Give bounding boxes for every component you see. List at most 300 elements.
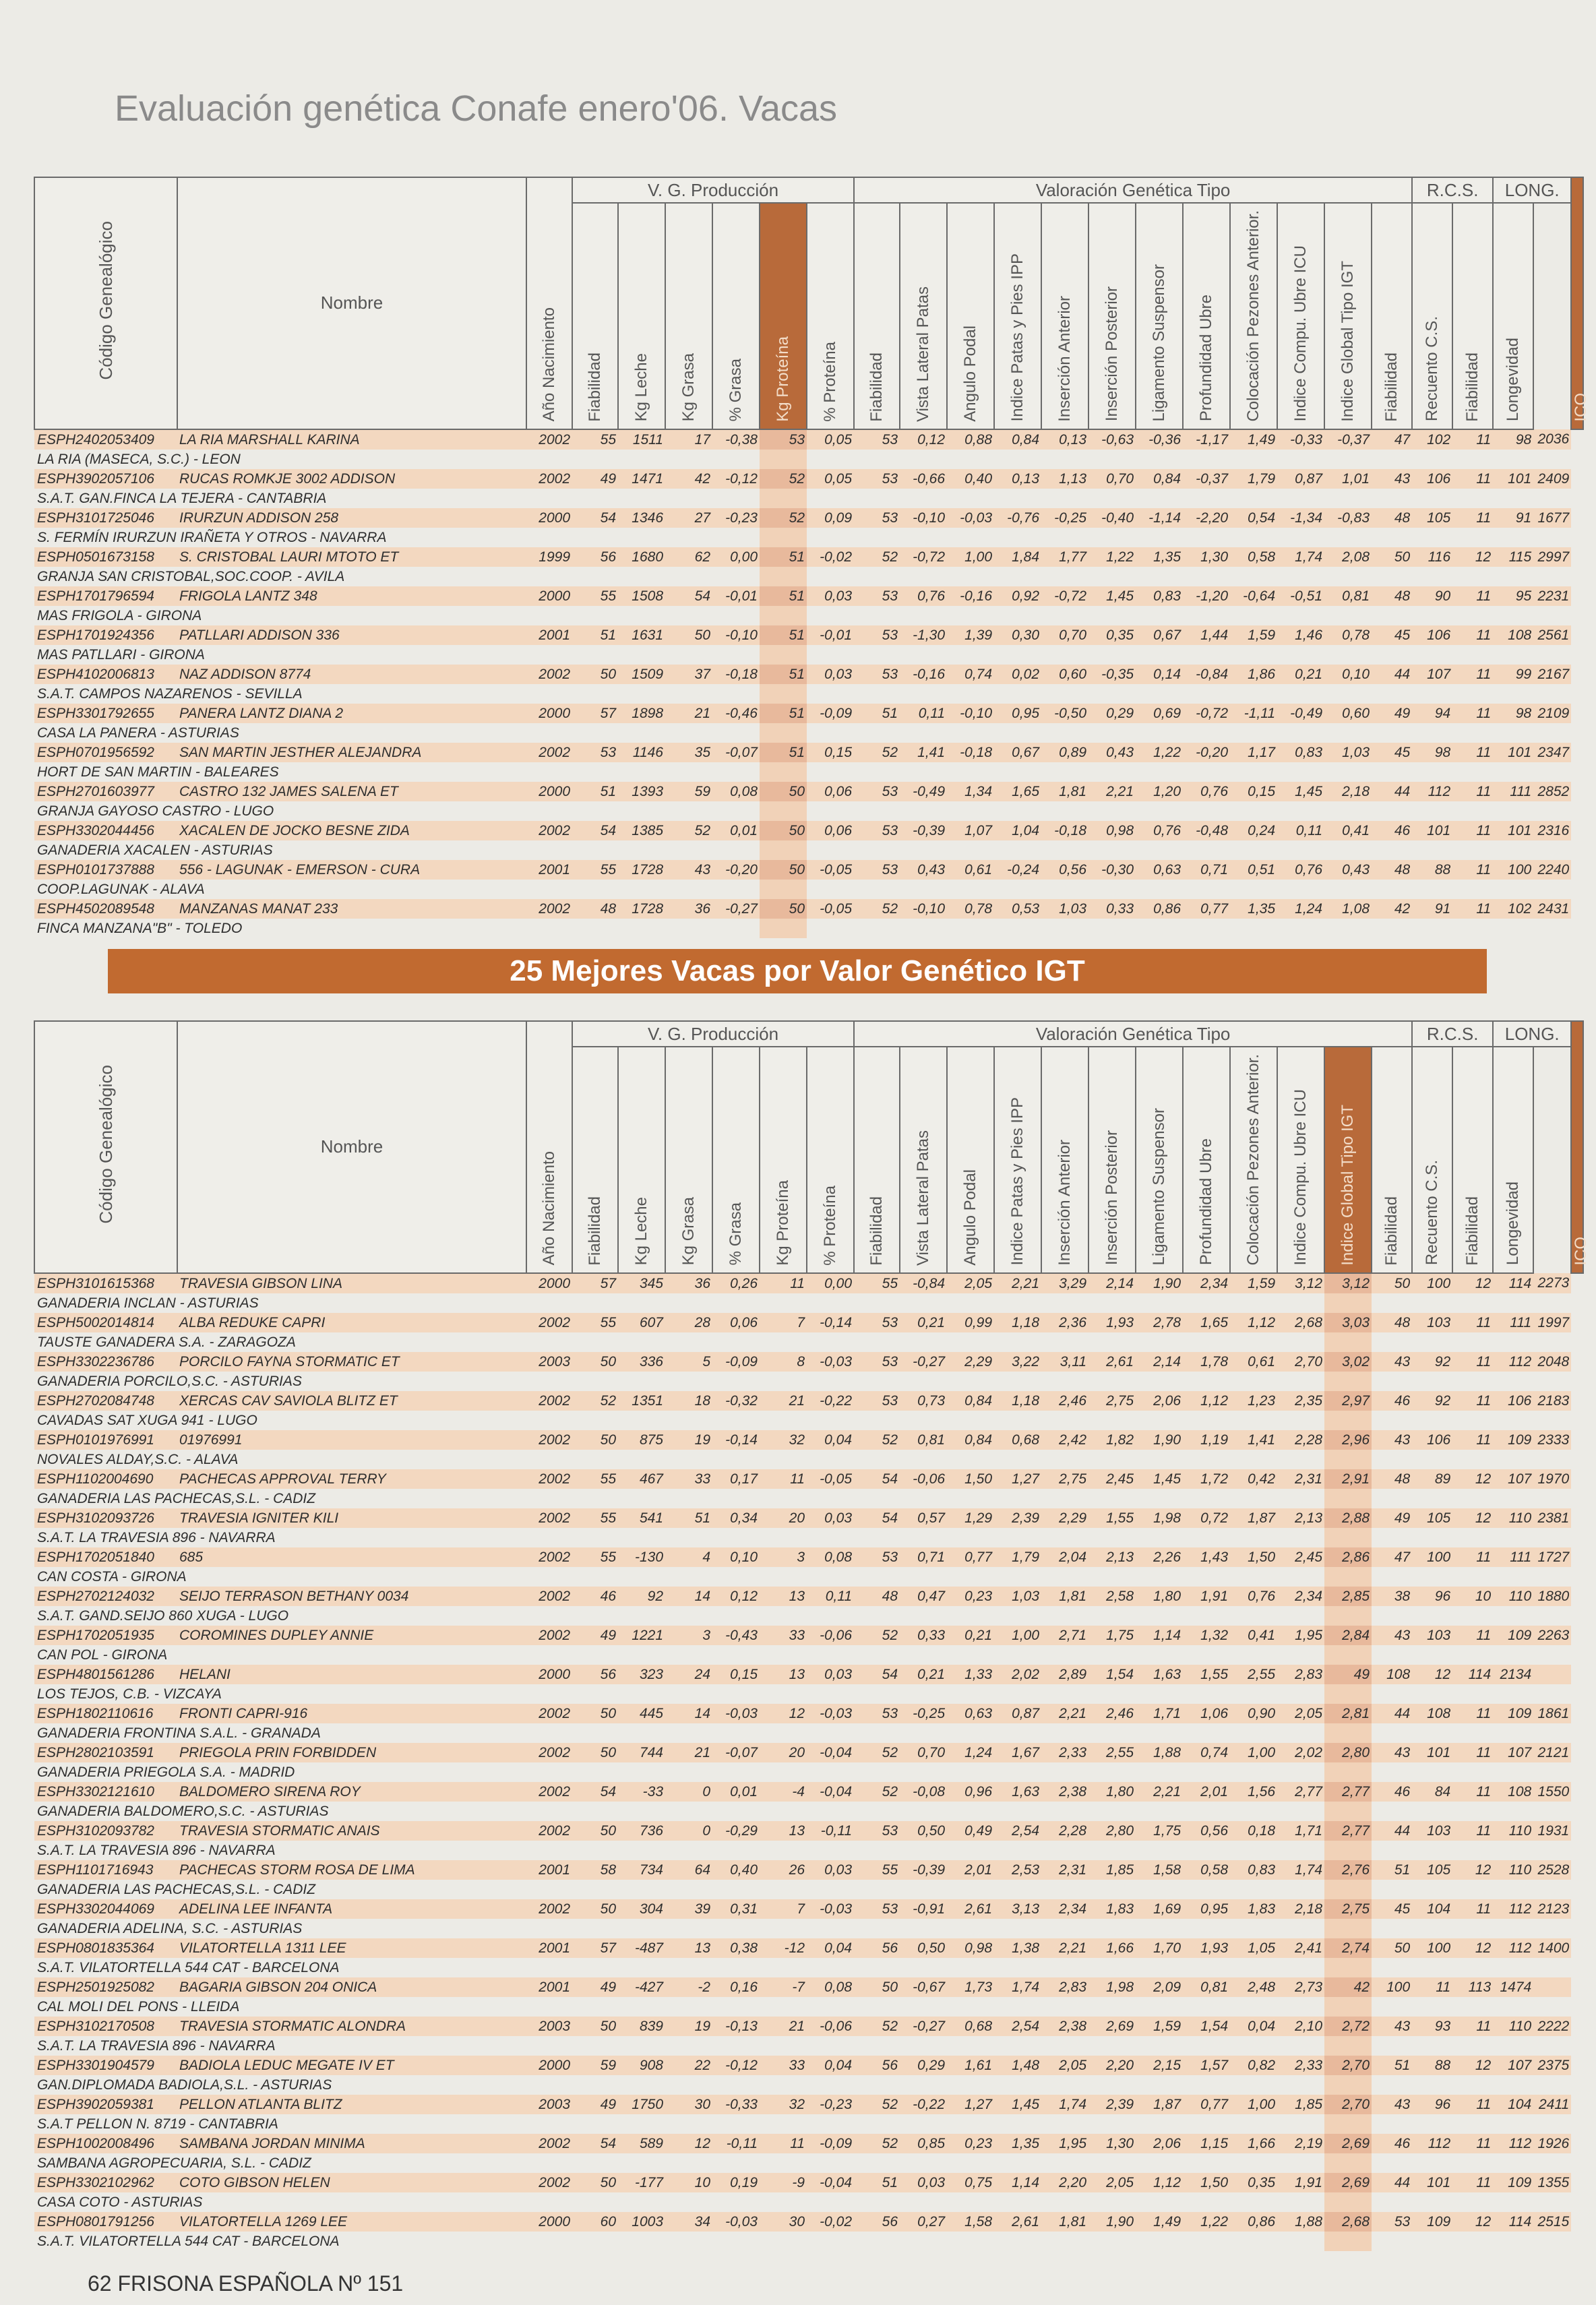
- cell-value: 46: [1372, 1782, 1412, 1802]
- cell-value: 24: [665, 1665, 712, 1684]
- filler-cell: [1324, 450, 1372, 469]
- cell-value: 0,35: [1230, 2173, 1277, 2192]
- cell-value: 0,23: [947, 1587, 994, 1606]
- cell-value: 0,12: [900, 429, 947, 450]
- cell-value: 0,41: [1324, 821, 1372, 840]
- cell-value: 111: [1493, 1313, 1533, 1332]
- filler-cell: [572, 723, 618, 743]
- cell-value: 51: [665, 1508, 712, 1528]
- filler-cell: [1493, 1841, 1533, 1860]
- filler-cell: [947, 1606, 994, 1626]
- filler-cell: [1324, 1489, 1372, 1508]
- cell-value: 2121: [1533, 1743, 1571, 1762]
- cell-value: 2002: [526, 665, 572, 684]
- owner-name: GANADERIA PRIEGOLA S.A. - MADRID: [34, 1762, 526, 1782]
- owner-name: MAS PATLLARI - GIRONA: [34, 645, 526, 665]
- filler-cell: [1183, 1841, 1230, 1860]
- cell-value: 1,63: [994, 1782, 1041, 1802]
- cell-value: 101: [1493, 743, 1533, 762]
- filler-cell: [1324, 1802, 1372, 1821]
- cow-name: PACHECAS APPROVAL TERRY: [177, 1469, 526, 1489]
- filler-cell: [1372, 1450, 1412, 1469]
- filler-cell: [572, 1332, 618, 1352]
- filler-cell: [1412, 1293, 1452, 1313]
- filler-cell: [618, 1567, 665, 1587]
- cell-value: 92: [1412, 1391, 1452, 1411]
- cell-value: 0,60: [1324, 704, 1372, 723]
- cell-value: 2347: [1533, 743, 1571, 762]
- cell-value: 2,61: [1088, 1352, 1136, 1372]
- cell-value: 110: [1493, 1587, 1533, 1606]
- owner-row: [34, 450, 1583, 469]
- filler-cell: [807, 606, 854, 625]
- filler-cell: [1372, 723, 1412, 743]
- filler-cell: [1136, 1802, 1183, 1821]
- filler-cell: [1493, 645, 1533, 665]
- filler-cell: [1452, 2075, 1493, 2095]
- cell-value: 0,67: [994, 743, 1041, 762]
- cell-value: 1,49: [1230, 429, 1277, 450]
- filler-cell: [1183, 1293, 1230, 1313]
- cell-value: -0,06: [807, 1626, 854, 1645]
- cell-value: 0,81: [1324, 586, 1372, 606]
- filler-cell: [1452, 2232, 1493, 2251]
- filler-cell: [526, 489, 572, 508]
- cell-value: 56: [854, 1938, 900, 1958]
- group-header-produccion: V. G. Producción: [572, 1021, 854, 1047]
- table-row: [34, 1743, 1583, 1762]
- filler-cell: [526, 1684, 572, 1704]
- filler-cell: [1412, 1802, 1452, 1821]
- cell-value: 0,08: [807, 1977, 854, 1997]
- cell-value: 0,68: [947, 2017, 994, 2036]
- cell-value: 0,21: [1277, 665, 1324, 684]
- cell-value: 50: [572, 1430, 618, 1450]
- filler-cell: [572, 1645, 618, 1665]
- filler-cell: [947, 1958, 994, 1977]
- filler-cell: [665, 2036, 712, 2056]
- filler-cell: [1136, 762, 1183, 782]
- filler-cell: [1412, 1684, 1452, 1704]
- cell-value: 1,18: [994, 1313, 1041, 1332]
- cell-value: -0,03: [712, 1704, 760, 1723]
- cell-value: 1,59: [1230, 1273, 1277, 1293]
- filler-cell: [994, 1606, 1041, 1626]
- cell-value: 1,81: [1041, 782, 1088, 801]
- cell-value: 541: [618, 1508, 665, 1528]
- cell-value: 1,80: [1088, 1782, 1136, 1802]
- cell-value: 96: [1412, 1587, 1452, 1606]
- cell-value: 11: [1452, 2017, 1493, 2036]
- filler-cell: [1183, 567, 1230, 586]
- filler-cell: [1277, 1645, 1324, 1665]
- cell-value: 33: [760, 1626, 807, 1645]
- cell-value: 1970: [1533, 1469, 1571, 1489]
- column-header: [1452, 1047, 1493, 1273]
- cow-name: TRAVESIA STORMATIC ANAIS: [177, 1821, 526, 1841]
- column-header-label: Inserción Anterior: [1055, 1139, 1074, 1266]
- cell-value: 1,95: [1041, 2134, 1088, 2153]
- filler-cell: [1230, 684, 1277, 704]
- cell-value: 33: [665, 1469, 712, 1489]
- cell-value: -0,12: [712, 469, 760, 489]
- filler-cell: [1230, 880, 1277, 899]
- cell-value: 105: [1412, 508, 1452, 528]
- cell-value: 88: [1412, 2056, 1452, 2075]
- filler-cell: [947, 801, 994, 821]
- cell-value: -2,20: [1183, 508, 1230, 528]
- filler-cell: [1136, 2232, 1183, 2251]
- filler-cell: [760, 2192, 807, 2212]
- filler-cell: [665, 567, 712, 586]
- cell-value: 1631: [618, 625, 665, 645]
- cell-value: 2,20: [1041, 2173, 1088, 2192]
- cell-value: 56: [854, 2212, 900, 2232]
- filler-cell: [900, 762, 947, 782]
- owner-row: [34, 762, 1583, 782]
- column-header: [1452, 203, 1493, 429]
- cell-value: 112: [1412, 2134, 1452, 2153]
- filler-cell: [1183, 645, 1230, 665]
- cell-value: [1533, 1665, 1571, 1684]
- filler-cell: [947, 723, 994, 743]
- filler-cell: [1230, 1723, 1277, 1743]
- filler-cell: [665, 1332, 712, 1352]
- column-header: [760, 203, 807, 429]
- cell-value: 50: [760, 782, 807, 801]
- filler-cell: [1452, 880, 1493, 899]
- filler-cell: [1412, 762, 1452, 782]
- filler-cell: [1136, 528, 1183, 547]
- table-row: [34, 429, 1583, 450]
- cell-value: 28: [665, 1313, 712, 1332]
- cell-value: 53: [854, 860, 900, 880]
- column-header-label: Kg Proteína: [774, 336, 792, 422]
- column-header-label: Kg Grasa: [679, 1197, 698, 1266]
- cell-value: 5: [665, 1352, 712, 1372]
- filler-cell: [947, 489, 994, 508]
- filler-cell: [1533, 801, 1571, 821]
- filler-cell: [994, 840, 1041, 860]
- cell-value: 53: [854, 1352, 900, 1372]
- cell-value: 46: [572, 1587, 618, 1606]
- column-header-label: Recuento C.S.: [1423, 1160, 1442, 1266]
- filler-cell: [572, 1958, 618, 1977]
- cell-value: 47: [1372, 429, 1412, 450]
- cell-value: 1750: [618, 2095, 665, 2114]
- cell-value: 2167: [1533, 665, 1571, 684]
- cow-name: TRAVESIA GIBSON LINA: [177, 1273, 526, 1293]
- cow-name: FRIGOLA LANTZ 348: [177, 586, 526, 606]
- cell-value: 1926: [1533, 2134, 1571, 2153]
- cell-value: 1,85: [1088, 1860, 1136, 1880]
- cell-value: 116: [1412, 547, 1452, 567]
- filler-cell: [854, 1528, 900, 1547]
- filler-cell: [526, 1645, 572, 1665]
- filler-cell: [1452, 1997, 1493, 2017]
- cell-value: 3: [665, 1626, 712, 1645]
- filler-cell: [1088, 645, 1136, 665]
- column-header-label: Fiabilidad: [1382, 352, 1401, 422]
- cell-value: 1,79: [1230, 469, 1277, 489]
- column-header-label: Kg Leche: [632, 1197, 650, 1266]
- cell-value: 101: [1412, 821, 1452, 840]
- cell-value: 1,35: [1230, 899, 1277, 919]
- filler-cell: [1088, 567, 1136, 586]
- genealogical-code: ESPH4801561286: [34, 1665, 177, 1684]
- cell-value: 1,04: [994, 821, 1041, 840]
- cell-value: 0,77: [1183, 2095, 1230, 2114]
- cell-value: 2,77: [1277, 1782, 1324, 1802]
- cell-value: 2263: [1533, 1626, 1571, 1645]
- filler-cell: [572, 1919, 618, 1938]
- table-row: [34, 2056, 1583, 2075]
- filler-cell: [1183, 1958, 1230, 1977]
- genealogical-code: ESPH3302121610: [34, 1782, 177, 1802]
- filler-cell: [1136, 840, 1183, 860]
- genealogical-code: ESPH0501673158: [34, 547, 177, 567]
- filler-cell: [1088, 1684, 1136, 1704]
- filler-cell: [947, 1411, 994, 1430]
- cell-value: 0,08: [807, 1547, 854, 1567]
- cell-value: 2,13: [1088, 1547, 1136, 1567]
- cell-value: 58: [572, 1860, 618, 1880]
- genealogical-code: ESPH3301792655: [34, 704, 177, 723]
- cell-value: 1,73: [947, 1977, 994, 1997]
- cell-value: -0,20: [1183, 743, 1230, 762]
- filler-cell: [1533, 1528, 1571, 1547]
- cell-value: 0: [665, 1821, 712, 1841]
- filler-cell: [712, 1528, 760, 1547]
- cell-value: [1533, 1977, 1571, 1997]
- filler-cell: [618, 1958, 665, 1977]
- filler-cell: [1041, 2075, 1088, 2095]
- filler-cell: [1533, 919, 1571, 938]
- filler-cell: [572, 567, 618, 586]
- cell-value: 45: [1372, 625, 1412, 645]
- filler-cell: [1136, 606, 1183, 625]
- filler-cell: [900, 1645, 947, 1665]
- cell-value: 53: [854, 586, 900, 606]
- filler-cell: [1452, 684, 1493, 704]
- cell-value: 0,00: [712, 547, 760, 567]
- filler-cell: [572, 2153, 618, 2173]
- filler-cell: [572, 880, 618, 899]
- column-header: [854, 1047, 900, 1273]
- filler-cell: [712, 2114, 760, 2134]
- filler-cell: [1088, 2075, 1136, 2095]
- filler-cell: [994, 801, 1041, 821]
- cell-value: -0,07: [712, 1743, 760, 1762]
- filler-cell: [1493, 606, 1533, 625]
- cell-value: -0,66: [900, 469, 947, 489]
- cell-value: 2,68: [1324, 2212, 1372, 2232]
- filler-cell: [760, 1802, 807, 1821]
- filler-cell: [900, 2075, 947, 2095]
- filler-cell: [1277, 880, 1324, 899]
- filler-cell: [994, 1411, 1041, 1430]
- filler-cell: [1136, 684, 1183, 704]
- cell-value: 2123: [1533, 1899, 1571, 1919]
- filler-cell: [618, 645, 665, 665]
- filler-cell: [1372, 1372, 1412, 1391]
- filler-cell: [1136, 723, 1183, 743]
- cell-value: 95: [1493, 586, 1533, 606]
- filler-cell: [1183, 2114, 1230, 2134]
- filler-cell: [1324, 606, 1372, 625]
- owner-name: S.A.T. CAMPOS NAZARENOS - SEVILLA: [34, 684, 526, 704]
- filler-cell: [1372, 762, 1412, 782]
- filler-cell: [1493, 1880, 1533, 1899]
- owner-row: [34, 2153, 1583, 2173]
- filler-cell: [1041, 606, 1088, 625]
- codigo-header: [34, 1021, 177, 1273]
- filler-cell: [712, 880, 760, 899]
- cell-value: 51: [760, 586, 807, 606]
- cell-value: 2,31: [1277, 1469, 1324, 1489]
- filler-cell: [760, 1723, 807, 1743]
- cell-value: 2,75: [1041, 1469, 1088, 1489]
- cell-value: 2,41: [1277, 1938, 1324, 1958]
- cell-value: 1,00: [947, 547, 994, 567]
- filler-cell: [947, 1997, 994, 2017]
- owner-name: GANADERIA ADELINA, S.C. - ASTURIAS: [34, 1919, 526, 1938]
- filler-cell: [947, 1841, 994, 1860]
- filler-cell: [1230, 1762, 1277, 1782]
- cell-value: 1,48: [994, 2056, 1041, 2075]
- filler-cell: [1041, 1841, 1088, 1860]
- cell-value: 0,81: [900, 1430, 947, 1450]
- cell-value: 54: [572, 2134, 618, 2153]
- cell-value: 1,63: [1136, 1665, 1183, 1684]
- filler-cell: [760, 1684, 807, 1704]
- filler-cell: [665, 2232, 712, 2251]
- cell-value: 91: [1493, 508, 1533, 528]
- cow-name: SEIJO TERRASON BETHANY 0034: [177, 1587, 526, 1606]
- filler-cell: [994, 1567, 1041, 1587]
- filler-cell: [1230, 2192, 1277, 2212]
- filler-cell: [1324, 1762, 1372, 1782]
- owner-name: GANADERIA BALDOMERO,S.C. - ASTURIAS: [34, 1802, 526, 1821]
- owner-row: [34, 1293, 1583, 1313]
- filler-cell: [994, 2232, 1041, 2251]
- cell-value: 20: [760, 1743, 807, 1762]
- filler-cell: [1277, 1684, 1324, 1704]
- owner-name: S.A.T. GAND.SEIJO 860 XUGA - LUGO: [34, 1606, 526, 1626]
- filler-cell: [994, 450, 1041, 469]
- cell-value: 0: [665, 1782, 712, 1802]
- cell-value: -0,49: [900, 782, 947, 801]
- cell-value: 53: [854, 1547, 900, 1567]
- cell-value: 108: [1372, 1665, 1412, 1684]
- filler-cell: [1493, 880, 1533, 899]
- cell-value: 7: [760, 1899, 807, 1919]
- cell-value: 51: [760, 625, 807, 645]
- filler-cell: [1372, 1293, 1412, 1313]
- table-row: [34, 2134, 1583, 2153]
- filler-cell: [854, 1762, 900, 1782]
- cell-value: 1,82: [1088, 1430, 1136, 1450]
- table-row: [34, 2173, 1583, 2192]
- filler-cell: [900, 1997, 947, 2017]
- table-evaluacion: [34, 177, 1591, 938]
- filler-cell: [526, 645, 572, 665]
- cell-value: 2,81: [1324, 1704, 1372, 1723]
- cell-value: 1,55: [1183, 1665, 1230, 1684]
- filler-cell: [1230, 1919, 1277, 1938]
- owner-name: GRANJA GAYOSO CASTRO - LUGO: [34, 801, 526, 821]
- filler-cell: [1136, 645, 1183, 665]
- cell-value: 1,44: [1183, 625, 1230, 645]
- cell-value: 19: [665, 2017, 712, 2036]
- filler-cell: [1372, 1958, 1412, 1977]
- cell-value: 46: [1372, 2134, 1412, 2153]
- filler-cell: [854, 840, 900, 860]
- cell-value: 101: [1412, 1743, 1452, 1762]
- filler-cell: [1324, 1958, 1372, 1977]
- cell-value: -0,01: [712, 586, 760, 606]
- filler-cell: [1412, 1723, 1452, 1743]
- cell-value: 0,61: [1230, 1352, 1277, 1372]
- filler-cell: [618, 1528, 665, 1547]
- cell-value: 22: [665, 2056, 712, 2075]
- filler-cell: [1088, 1606, 1136, 1626]
- filler-cell: [1136, 1450, 1183, 1469]
- cell-value: 108: [1493, 1782, 1533, 1802]
- cell-value: 0,29: [1088, 704, 1136, 723]
- cell-value: -0,63: [1088, 429, 1136, 450]
- cell-value: 106: [1412, 1430, 1452, 1450]
- cell-value: 0,61: [947, 860, 994, 880]
- column-header: [1230, 203, 1277, 429]
- cell-value: -0,02: [807, 2212, 854, 2232]
- column-header: [1041, 1047, 1088, 1273]
- cell-value: 2,34: [1183, 1273, 1230, 1293]
- cell-value: 1355: [1533, 2173, 1571, 2192]
- cell-value: 11: [1412, 1977, 1452, 1997]
- cell-value: 736: [618, 1821, 665, 1841]
- cell-value: 467: [618, 1469, 665, 1489]
- cell-value: 52: [665, 821, 712, 840]
- cell-value: 11: [1452, 704, 1493, 723]
- group-header-long: LONG.: [1493, 177, 1571, 203]
- cell-value: 111: [1493, 782, 1533, 801]
- filler-cell: [900, 450, 947, 469]
- column-header-label: Fiabilidad: [586, 1196, 604, 1266]
- cell-value: 2,84: [1324, 1626, 1372, 1645]
- filler-cell: [1183, 1567, 1230, 1587]
- filler-cell: [1372, 919, 1412, 938]
- cell-value: 1,66: [1088, 1938, 1136, 1958]
- cell-value: 2002: [526, 1430, 572, 1450]
- cell-value: -0,24: [994, 860, 1041, 880]
- cell-value: 2,19: [1277, 2134, 1324, 2153]
- filler-cell: [760, 528, 807, 547]
- filler-cell: [900, 1489, 947, 1508]
- filler-cell: [1372, 1841, 1412, 1860]
- cow-name: MANZANAS MANAT 233: [177, 899, 526, 919]
- cell-value: -0,67: [900, 1977, 947, 1997]
- filler-cell: [526, 450, 572, 469]
- genealogical-code: ESPH1702051935: [34, 1626, 177, 1645]
- filler-cell: [665, 1372, 712, 1391]
- cell-value: 2,05: [1277, 1704, 1324, 1723]
- filler-cell: [618, 2192, 665, 2212]
- cell-value: -0,40: [1088, 508, 1136, 528]
- filler-cell: [1533, 606, 1571, 625]
- filler-cell: [994, 606, 1041, 625]
- cell-value: 0,04: [807, 2056, 854, 2075]
